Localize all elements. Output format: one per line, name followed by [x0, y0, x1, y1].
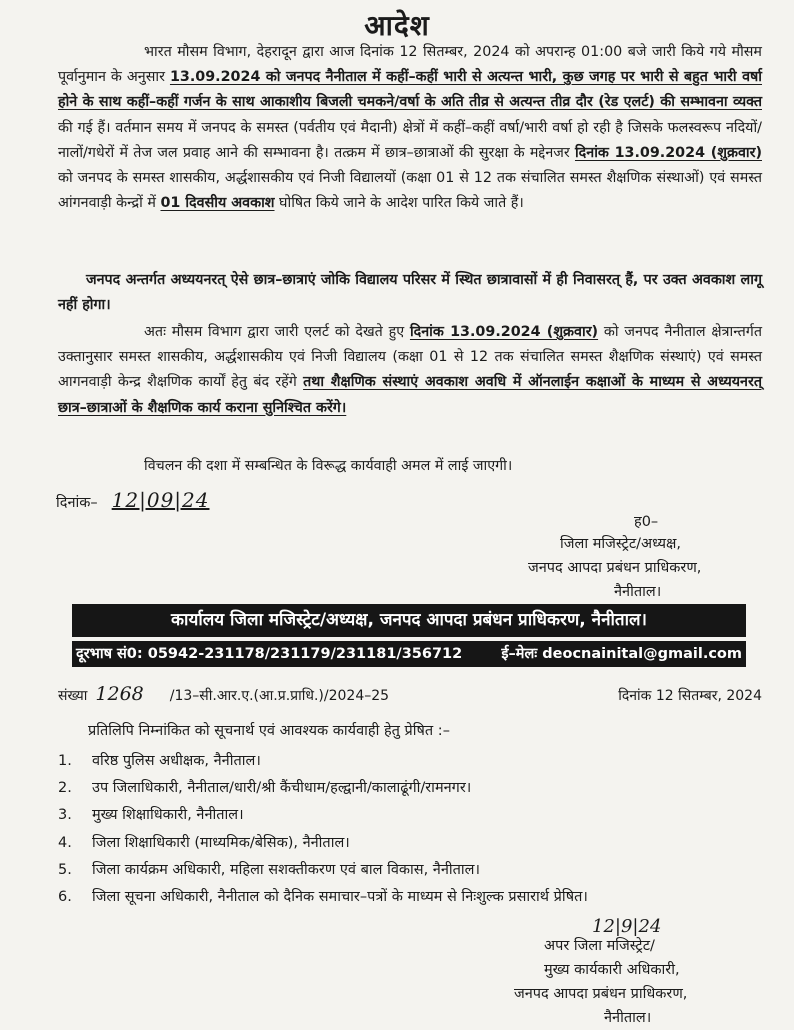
para3-online-classes-text: तथा शैक्षणिक संस्थाएं अवकाश अवधि में ऑनलाईन कक्षाओं के माध्यम से अध्ययनरत् छात्र–छात्राओं के शैक्षणिक कार्य कराना सुनिश्चित करेंगे। — [58, 374, 762, 416]
signature1-line2: जनपद आपदा प्रबंधन प्राधिकरण, — [528, 560, 702, 576]
list-item — [58, 884, 778, 911]
list-item-text: जिला कार्यक्रम अधिकारी, महिला सशक्तीकरण एवं बाल विकास, नैनीताल। — [92, 861, 480, 878]
signature-initial-mark: ह0– — [634, 514, 659, 530]
handwritten-date: 12|09|24 — [111, 488, 210, 512]
order-paragraph-3 — [58, 320, 762, 421]
list-item-text: जिला सूचना अधिकारी, नैनीताल को दैनिक समाचार–पत्रों के माध्यम से निःशुल्क प्रसारार्थ प्रेषित। — [92, 888, 588, 905]
para1-text-3: की गई हैं। वर्तमान समय में जनपद के समस्त (पर्वतीय एवं मैदानी) क्षेत्रों में कहीं–कहीं वर्षा/भारी वर्षा हो रही है जिसके फलस्वरूप नदियों/नालों/गधेरों में तेज जल प्रवाह आने की सम्भावना है। तत्क्रम में छात्र–छात्राओं की सुरक्षा के मद्देनजर — [58, 119, 762, 161]
email-address: deocnainital@gmail.com — [542, 646, 742, 662]
list-item-number: 5. — [58, 861, 72, 878]
list-item-number: 1. — [58, 753, 72, 769]
date-label: दिनांक– — [56, 495, 98, 511]
list-item — [58, 802, 778, 829]
signature2-line4: नैनीताल। — [604, 1010, 652, 1026]
reference-number: 1268 — [95, 683, 144, 705]
signature1-line1: जिला मजिस्ट्रेट/अध्यक्ष, — [560, 536, 681, 552]
signature2-line3: जनपद आपदा प्रबंधन प्राधिकरण, — [514, 986, 688, 1002]
para1-text-7: घोषित किये जाने के आदेश पारित किये जाते हैं। — [274, 195, 524, 212]
document-title: आदेश — [364, 9, 430, 42]
list-item — [58, 857, 778, 884]
para1-holiday-date: दिनांक 13.09.2024 (शुक्रवार) — [574, 144, 762, 161]
list-item-text: मुख्य शिक्षाधिकारी, नैनीताल। — [92, 807, 244, 824]
signature1-line3: नैनीताल। — [614, 584, 662, 600]
reference-date: दिनांक 12 सितम्बर, 2024 — [618, 688, 762, 704]
contact-banner — [72, 641, 746, 667]
handwritten-initials: 12|9|24 — [592, 916, 662, 937]
list-item-number: 6. — [58, 888, 72, 905]
email-label: ई–मेलः — [501, 646, 538, 662]
list-item — [58, 775, 778, 802]
para1-red-alert-text: 13.09.2024 को जनपद नैनीताल में कहीं–कहीं भारी से अत्यन्त भारी, कुछ जगह पर भारी से बहुत भारी वर्षा होने के साथ कहीं–कहीं गर्जन के साथ आकाशीय बिजली चमकने/वर्षा के अति तीव्र से अत्यन्त तीव्र दौर (रेड एलर्ट) की सम्भावना व्यक्त — [58, 69, 762, 111]
copy-intro: प्रतिलिपि निम्नांकित को सूचनार्थ एवं आवश्यक कार्यवाही हेतु प्रेषित :– — [88, 723, 450, 739]
list-item-number: 2. — [58, 780, 72, 797]
signature2-line2: मुख्य कार्यकारी अधिकारी, — [544, 962, 680, 978]
reference-label: संख्या — [58, 688, 88, 704]
list-item — [58, 748, 778, 775]
list-item-text: वरिष्ठ पुलिस अधीक्षक, नैनीताल। — [92, 753, 261, 769]
order-paragraph-2: जनपद अन्तर्गत अध्ययनरत् ऐसे छात्र–छात्राएं जोकि विद्यालय परिसर में स्थित छात्रावासों में ही निवासरत् हैं, पर उक्त अवकाश लागू नहीं होगा। — [58, 272, 762, 314]
para1-text-1: भारत मौसम विभाग, देहरादून द्वारा आज दिनांक 12 सितम्बर, 2024 को अपरान्ह 01:00 बजे जारी किये गये मौसम पूर्वानुमान के अनुसार — [58, 44, 762, 86]
order-paragraph-4: विचलन की दशा में सम्बन्धित के विरूद्ध कार्यवाही अमल में लाई जाएगी। — [144, 458, 513, 474]
order-paragraph-1 — [58, 40, 762, 216]
reference-code: /13–सी.आर.ए.(आ.प्र.प्राधि.)/2024–25 — [169, 688, 390, 704]
signature2-line1: अपर जिला मजिस्ट्रेट/ — [544, 938, 655, 954]
list-item-text: जिला शिक्षाधिकारी (माध्यमिक/बेसिक), नैनीताल। — [92, 834, 350, 851]
para3-text-3: को जनपद नैनीताल क्षेत्रान्तर्गत उक्तानुसार समस्त शासकीय, अर्द्धशासकीय एवं निजी विद्यालय (कक्षा 01 से 12 तक संचालित समस्त शैक्षणिक संस्थाएं) एवं समस्त आगनवाड़ी केन्द्र शैक्षणिक कार्यों हेतु बंद रहेंगे — [58, 324, 762, 391]
phone-numbers: दूरभाष सं0: 05942-231178/231179/231181/356712 — [76, 646, 463, 662]
list-item-text: उप जिलाधिकारी, नैनीताल/धारी/श्री कैंचीधाम/हल्द्वानी/कालाढूंगी/रामनगर। — [92, 780, 472, 797]
office-header-banner: कार्यालय जिला मजिस्ट्रेट/अध्यक्ष, जनपद आपदा प्रबंधन प्राधिकरण, नैनीताल। — [72, 604, 746, 637]
list-item-number: 4. — [58, 834, 72, 851]
reference-line — [58, 683, 762, 705]
para3-closure-date: दिनांक 13.09.2024 (शुक्रवार) — [409, 324, 599, 340]
para1-text-5: को जनपद के समस्त शासकीय, अर्द्धशासकीय एवं निजी विद्यालयों (कक्षा 01 से 12 तक संचालित समस्त शैक्षणिक संस्थाओं) एवं समस्त आंगनवाड़ी केन्द्रों में — [58, 170, 762, 212]
para3-text-1: अतः मौसम विभाग द्वारा जारी एलर्ट को देखते हुए — [144, 324, 410, 340]
list-item-number: 3. — [58, 807, 72, 824]
signature-block-2 — [514, 934, 688, 1030]
signature-block-1 — [528, 532, 702, 604]
list-item — [58, 830, 778, 857]
para1-holiday-duration: 01 दिवसीय अवकाश — [160, 195, 275, 212]
email-block — [501, 641, 742, 667]
order-date-line — [56, 488, 209, 512]
recipient-list — [58, 748, 778, 911]
